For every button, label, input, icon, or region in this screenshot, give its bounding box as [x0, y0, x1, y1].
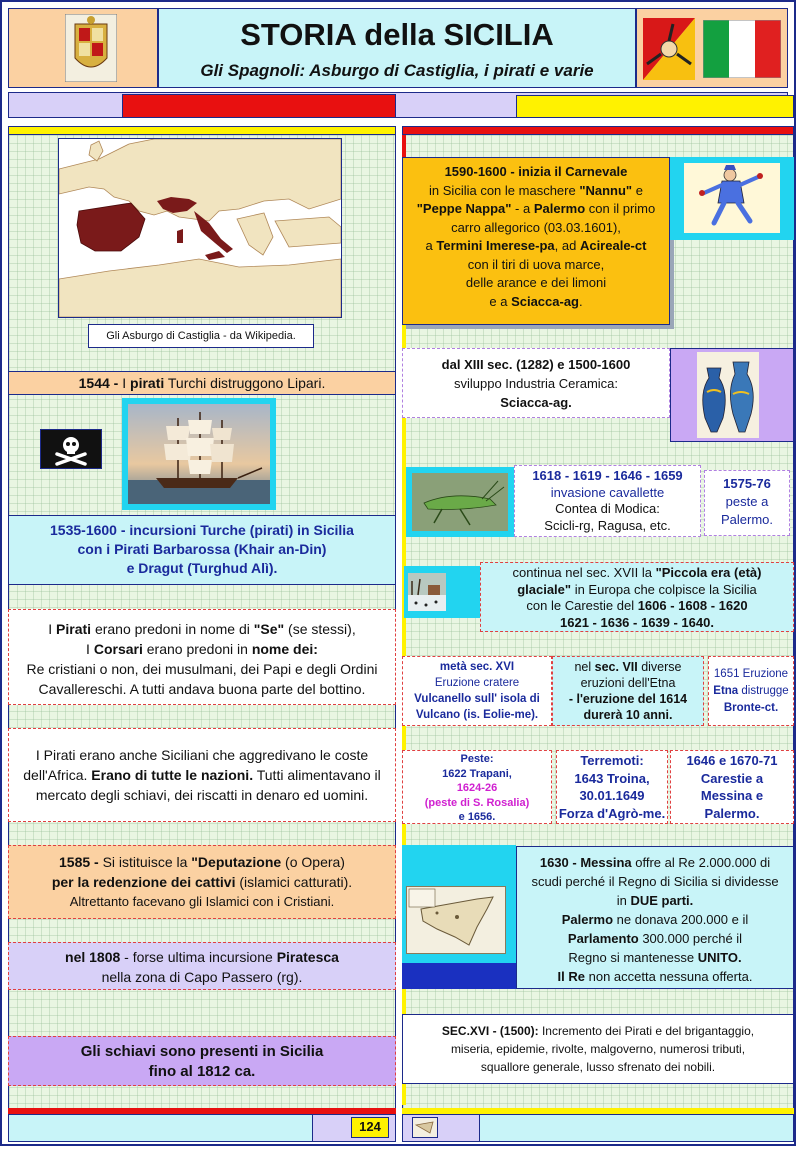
- carnevale-line6: con il tiri di uova marce,: [467, 256, 605, 272]
- pirates-1544-text-a: I: [118, 375, 131, 391]
- carnevale-line8: e a Sciacca-ag.: [489, 293, 583, 309]
- carestie-1646-box: [670, 750, 794, 824]
- terremoti-line4: Forza d'Agrò-me.: [558, 805, 666, 821]
- vulcanello-line1: metà sec. XVI: [439, 661, 515, 673]
- europe-map: [58, 138, 342, 318]
- glaciale-line2: glaciale" in Europa che colpisce la Sicilia: [517, 581, 757, 597]
- map-image: [59, 139, 341, 317]
- schiavi-line1: Gli schiavi sono presenti in Sicilia: [80, 1043, 324, 1060]
- messina-line3: in DUE parti.: [616, 893, 694, 908]
- grasshopper-image: [412, 473, 508, 531]
- carnevale-line3: "Peppe Nappa" - a Palermo con il primo: [416, 201, 656, 216]
- etna-1651-line1: 1651 Eruzione: [713, 668, 789, 680]
- etna-1614-line3: - l'eruzione del 1614: [568, 692, 688, 706]
- siciliani-line2: dell'Africa. Erano di tutte le nazioni. Tutti alimentavano il: [23, 767, 381, 783]
- ceramica-line1: dal XIII sec. (1282) e 1500-1600: [441, 357, 631, 372]
- incursione-1808-line2: nella zona di Capo Passero (rg).: [101, 969, 303, 985]
- vulcanello-box: [402, 656, 552, 726]
- carnival-mask-image: [684, 163, 780, 233]
- peste-1622-line1: Peste:: [460, 753, 494, 765]
- pirate-flag: [40, 429, 102, 469]
- carnevale-line4: carro allegorico (03.03.1601),: [451, 219, 621, 235]
- ceramic-vases-image: [697, 352, 759, 438]
- peste-1622-line5: e 1656.: [458, 811, 496, 823]
- messina-line5: Parlamento 300.000 perché il: [567, 931, 743, 946]
- carnevale-line7: delle arance e dei limoni: [465, 275, 607, 290]
- terremoti-line2: 1643 Troina,: [574, 770, 650, 786]
- incursions-line2: con i Pirati Barbarossa (Khair an-Din): [77, 541, 327, 557]
- cavallette-line4: Scicli-rg, Ragusa, etc.: [544, 517, 671, 533]
- cavallette-box: [514, 465, 701, 537]
- corsari-line4: Cavallereschi. A tutti andava buona parte del bottino.: [38, 681, 366, 697]
- ceramica-box: [402, 348, 670, 418]
- peste-1622-line2: 1622 Trapani,: [442, 767, 512, 780]
- messina-line6: Regno si mantenesse UNITO.: [568, 950, 742, 965]
- corsari-line3: Re cristiani o non, dei musulmani, dei Papi e degli Ordini: [26, 661, 378, 677]
- peste-1622-box: [402, 750, 552, 824]
- coat-of-arms-icon: [65, 14, 117, 82]
- etna-1614-line2: eruzioni dell'Etna: [580, 676, 676, 690]
- winter-landscape-image: [408, 573, 446, 611]
- etna-1651-box: [708, 656, 794, 726]
- vulcanello-line3: Vulcanello sull' isola di: [414, 693, 540, 705]
- messina-line2: scudi perché il Regno di Sicilia si dividesse: [531, 874, 779, 889]
- deputazione-box: [8, 845, 396, 919]
- cavallette-line3: Contea di Modica:: [555, 501, 660, 516]
- incursione-1808-box: [8, 942, 396, 990]
- ceramics-image-frame: [670, 348, 794, 442]
- carnevale-line5: a Termini Imerese-pa, ad Acireale-ct: [425, 238, 647, 253]
- page-number: [351, 1117, 389, 1138]
- terremoti-box: [556, 750, 668, 824]
- etna-1651-line2: Etna distrugge: [713, 685, 789, 697]
- deputazione-line3: Altrettanto facevano gli Islamici con i Cristiani.: [69, 894, 335, 909]
- carestie-1646-line1: 1646 e 1670-71: [686, 753, 778, 768]
- header-flags-box: [636, 8, 788, 88]
- glaciale-line1: continua nel sec. XVII la "Piccola era (età): [512, 565, 762, 580]
- grasshopper-image-frame: [406, 467, 514, 537]
- terremoti-line3: 30.01.1649: [579, 788, 645, 803]
- etna-1614-box: [552, 656, 704, 726]
- peste-1622-line4: (peste di S. Rosalia): [424, 796, 530, 809]
- page-subtitle: Gli Spagnoli: Asburgo di Castiglia, i pirati e varie: [200, 61, 594, 80]
- italian-flag-icon: [703, 20, 781, 78]
- deputazione-line2: per la redenzione dei cattivi (islamici catturati).: [51, 874, 353, 890]
- decor-red-bar: [122, 94, 396, 118]
- messina-box: [516, 846, 794, 989]
- siciliani-box: [8, 728, 396, 822]
- header-title-box: [158, 8, 636, 88]
- deputazione-line1: 1585 - Si istituisce la "Deputazione (o Opera): [59, 854, 345, 870]
- carestie-1646-line2: Carestie a: [700, 770, 764, 786]
- ceramica-line2: sviluppo Industria Ceramica:: [453, 376, 619, 391]
- page-number-text: 124: [359, 1119, 381, 1134]
- vulcanello-line2: Eruzione cratere: [434, 677, 520, 689]
- pirates-1544-pirati: pirati: [130, 375, 165, 391]
- incursions-box: [8, 515, 396, 585]
- carnevale-line1: 1590-1600 - inizia il Carnevale: [444, 164, 628, 179]
- glaciale-line4: 1621 - 1636 - 1639 - 1640.: [560, 614, 714, 630]
- pirates-1544-box: [8, 371, 396, 395]
- carnevale-line2: in Sicilia con le maschere "Nannu" e: [429, 182, 643, 198]
- sicily-map-icon: [413, 1118, 437, 1137]
- mask-image-frame: [670, 157, 794, 240]
- peste-1622-line3: 1624-26: [456, 782, 498, 794]
- schiavi-box: [8, 1036, 396, 1086]
- sec-xvi-line3: squallore generale, lusso sfrenato dei nobili.: [480, 1060, 716, 1074]
- sailing-ship-image: [128, 404, 270, 504]
- trinacria-flag-icon: [643, 18, 695, 80]
- pirates-1544-text-b: Turchi distruggono Lipari.: [164, 375, 326, 391]
- corsari-line2: I Corsari erano predoni in nome dei:: [86, 641, 318, 657]
- vulcanello-line4: Vulcano (is. Eolie-me).: [415, 709, 539, 721]
- right-column-topbar: [402, 126, 794, 135]
- cavallette-line2: invasione cavallette: [550, 484, 665, 500]
- sicily-old-map-image: [407, 887, 505, 953]
- sicily-old-map: [406, 886, 506, 954]
- ship-painting-frame: [122, 398, 276, 510]
- carestie-1646-line3: Messina e: [700, 788, 764, 803]
- siciliani-line1: I Pirati erano anche Siciliani che aggredivano le coste: [35, 747, 369, 763]
- siciliani-line3: mercato degli schiavi, dei riscatti in denaro ed uomini.: [35, 787, 369, 803]
- etna-1651-line3: Bronte-ct.: [723, 702, 779, 714]
- peste-1575-box: [704, 470, 790, 536]
- incursions-line1: 1535-1600 - incursioni Turche (pirati) in Sicilia: [50, 522, 354, 538]
- decor-yellow-bar: [516, 95, 794, 118]
- etna-1614-line1: nel sec. VII diverse: [574, 660, 682, 674]
- messina-line4: Palermo ne donava 200.000 e il: [561, 912, 749, 927]
- peste-1575-line3: Palermo.: [720, 512, 774, 527]
- winter-painting-frame: [404, 566, 480, 618]
- sec-xvi-line2: miseria, epidemie, rivolte, malgoverno, numerosi tributi,: [450, 1042, 746, 1056]
- incursions-line3: e Dragut (Turghud Alì).: [126, 560, 278, 576]
- sec-xvi-box: [402, 1014, 794, 1084]
- header-crest-box: [8, 8, 158, 88]
- skull-crossbones-icon: [41, 430, 101, 468]
- incursione-1808-line1: nel 1808 - forse ultima incursione Piratesca: [65, 949, 339, 965]
- map-caption: [88, 324, 314, 348]
- schiavi-line2: fino al 1812 ca.: [148, 1063, 256, 1080]
- cavallette-line1: 1618 - 1619 - 1646 - 1659: [532, 468, 683, 483]
- map-caption-text: Gli Asburgo di Castiglia - da Wikipedia.: [106, 330, 296, 342]
- page-title: STORIA della SICILIA: [240, 17, 554, 52]
- sec-xvi-line1: SEC.XVI - (1500): Incremento dei Pirati e del brigantaggio,: [441, 1024, 755, 1038]
- carnevale-box: [402, 157, 670, 325]
- messina-line1: 1630 - Messina offre al Re 2.000.000 di: [539, 855, 771, 870]
- peste-1575-line2: peste a: [725, 494, 769, 509]
- footer-map-thumbnail: [412, 1117, 438, 1138]
- pirates-1544-date: 1544 -: [78, 375, 119, 391]
- carestie-1646-line4: Palermo.: [704, 805, 760, 821]
- corsari-line1: I Pirati erano predoni in nome di "Se" (se stessi),: [48, 621, 356, 637]
- peste-1575-line1: 1575-76: [723, 476, 771, 491]
- etna-1614-line4: durerà 10 anni.: [583, 708, 673, 722]
- corsari-box: [8, 609, 396, 705]
- glaciale-line3: con le Carestie del 1606 - 1608 - 1620: [526, 598, 748, 613]
- glaciale-box: [480, 562, 794, 632]
- ceramica-line3: Sciacca-ag.: [500, 395, 572, 410]
- left-column-topbar: [8, 126, 396, 135]
- terremoti-line1: Terremoti:: [580, 753, 644, 768]
- messina-line7: Il Re non accetta nessuna offerta.: [557, 969, 753, 984]
